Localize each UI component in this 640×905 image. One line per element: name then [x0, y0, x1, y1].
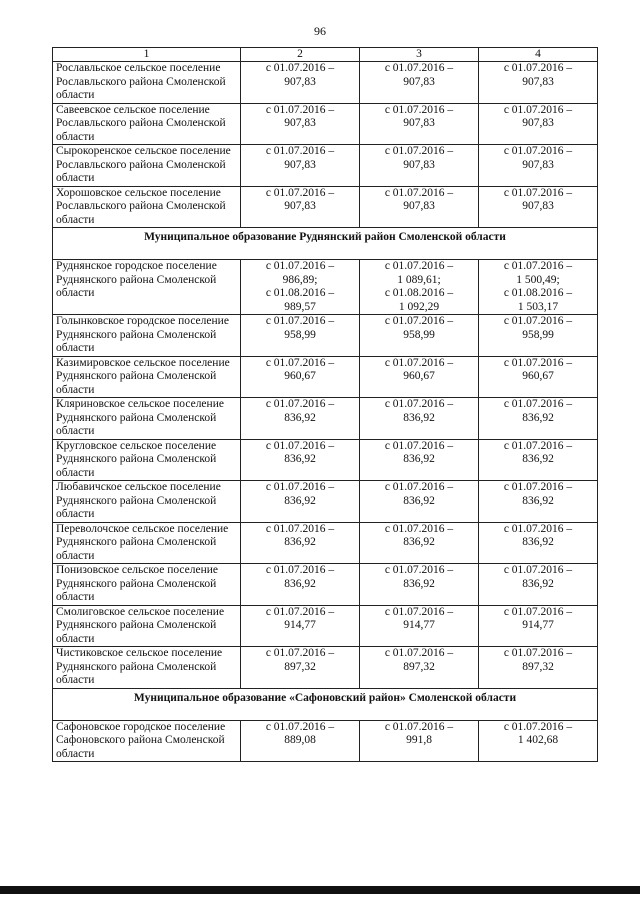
settlement-name: Руднянское городское поселение Руднянского района Смоленской области	[53, 260, 241, 315]
settlement-name: Сырокоренское сельское поселение Рославльского района Смоленской области	[53, 145, 241, 187]
tariff-line: 1 092,29	[398, 300, 440, 313]
settlement-name: Любавичское сельское поселение Руднянского района Смоленской области	[53, 481, 241, 523]
tariff-line: с 01.07.2016 –	[503, 260, 573, 272]
settlement-name: Казимировское сельское поселение Руднянского района Смоленской области	[53, 356, 241, 398]
table-row	[53, 481, 598, 523]
tariff-line: с 01.07.2016 –	[265, 315, 335, 327]
tariff-cell-c4	[479, 103, 598, 145]
settlement-name: Хорошовское сельское поселение Рославльского района Смоленской области	[53, 186, 241, 228]
tariff-cell-c3	[360, 522, 479, 564]
tariff-table	[52, 47, 598, 762]
tariff-cell-c2	[241, 103, 360, 145]
tariff-line: 907,83	[403, 75, 435, 88]
tariff-cell-c2	[241, 647, 360, 689]
tariff-line: с 01.07.2016 –	[503, 720, 573, 733]
tariff-cell-c4	[479, 315, 598, 357]
tariff-line: с 01.07.2016 –	[384, 522, 454, 535]
tariff-line: 836,92	[403, 536, 435, 548]
table-row	[53, 605, 598, 647]
tariff-line: с 01.07.2016 –	[384, 260, 454, 272]
tariff-line: с 01.07.2016 –	[384, 186, 454, 199]
tariff-line: 991,8	[406, 734, 432, 746]
tariff-cell-c3	[360, 605, 479, 647]
tariff-line: с 01.07.2016 –	[265, 260, 335, 272]
settlement-name: Понизовское сельское поселение Руднянского района Смоленской области	[53, 564, 241, 606]
tariff-line: с 01.07.2016 –	[384, 439, 454, 452]
settlement-name: Переволочское сельское поселение Руднянского района Смоленской области	[53, 522, 241, 564]
tariff-cell-c2	[241, 62, 360, 104]
tariff-line: 907,83	[403, 117, 435, 129]
tariff-line: 897,32	[522, 660, 554, 673]
tariff-cell-c3	[360, 62, 479, 104]
tariff-line: 836,92	[403, 411, 435, 424]
tariff-line: 897,32	[403, 660, 435, 673]
table-row	[53, 522, 598, 564]
tariff-line: с 01.08.2016 –	[503, 287, 573, 299]
tariff-cell-c4	[479, 398, 598, 440]
tariff-line: 907,83	[522, 200, 554, 212]
tariff-line: с 01.07.2016 –	[265, 720, 335, 733]
column-number-row	[53, 48, 598, 62]
settlement-name: Рославльское сельское поселение Рославльского района Смоленской области	[53, 62, 241, 104]
table-row	[53, 186, 598, 228]
tariff-line: с 01.07.2016 –	[503, 103, 573, 116]
settlement-name: Чистиковское сельское поселение Руднянского района Смоленской области	[53, 647, 241, 689]
tariff-line: 836,92	[284, 453, 316, 465]
tariff-cell-c4	[479, 720, 598, 762]
tariff-line: 836,92	[403, 494, 435, 507]
tariff-line: 836,92	[522, 494, 554, 507]
tariff-cell-c4	[479, 481, 598, 523]
tariff-line: с 01.07.2016 –	[503, 439, 573, 452]
tariff-line: с 01.07.2016 –	[503, 522, 573, 535]
tariff-line: 958,99	[403, 328, 435, 341]
tariff-line: с 01.07.2016 –	[503, 481, 573, 493]
tariff-line: с 01.07.2016 –	[384, 481, 454, 493]
tariff-line: с 01.07.2016 –	[503, 62, 573, 74]
tariff-line: 836,92	[284, 536, 316, 548]
tariff-line: 836,92	[403, 453, 435, 465]
tariff-cell-c2	[241, 186, 360, 228]
tariff-cell-c3	[360, 260, 479, 315]
tariff-cell-c2	[241, 605, 360, 647]
tariff-cell-c4	[479, 564, 598, 606]
tariff-cell-c2	[241, 145, 360, 187]
tariff-line: 836,92	[284, 577, 316, 590]
tariff-cell-c2	[241, 356, 360, 398]
tariff-line: с 01.07.2016 –	[503, 605, 573, 618]
tariff-line: 907,83	[403, 158, 435, 171]
tariff-line: с 01.07.2016 –	[384, 356, 454, 369]
tariff-line: 907,83	[522, 75, 554, 88]
table-row	[53, 260, 598, 315]
tariff-line: с 01.08.2016 –	[265, 287, 335, 299]
tariff-cell-c2	[241, 260, 360, 315]
tariff-cell-c3	[360, 356, 479, 398]
tariff-cell-c3	[360, 315, 479, 357]
tariff-line: 836,92	[284, 494, 316, 507]
tariff-line: 1 500,49;	[516, 273, 560, 286]
tariff-line: 1 402,68	[517, 734, 559, 746]
settlement-name: Сафоновское городское поселение Сафоновского района Смоленской области	[53, 720, 241, 762]
table-row	[53, 145, 598, 187]
tariff-cell-c3	[360, 103, 479, 145]
tariff-line: с 01.07.2016 –	[503, 398, 573, 410]
tariff-line: 986,89;	[282, 273, 318, 286]
tariff-line: с 01.07.2016 –	[265, 605, 335, 618]
settlement-name: Савеевское сельское поселение Рославльского района Смоленской области	[53, 103, 241, 145]
tariff-line: с 01.07.2016 –	[265, 564, 335, 576]
tariff-cell-c3	[360, 481, 479, 523]
tariff-cell-c4	[479, 356, 598, 398]
tariff-cell-c2	[241, 439, 360, 481]
tariff-line: 914,77	[522, 619, 554, 631]
tariff-cell-c3	[360, 398, 479, 440]
tariff-line: с 01.07.2016 –	[503, 145, 573, 157]
tariff-cell-c4	[479, 522, 598, 564]
tariff-line: с 01.07.2016 –	[265, 356, 335, 369]
tariff-line: с 01.07.2016 –	[384, 647, 454, 659]
tariff-line: с 01.07.2016 –	[384, 145, 454, 157]
column-number: 4	[479, 48, 598, 62]
tariff-cell-c4	[479, 439, 598, 481]
tariff-cell-c3	[360, 647, 479, 689]
tariff-line: с 01.07.2016 –	[265, 439, 335, 452]
settlement-name: Кругловское сельское поселение Руднянского района Смоленской области	[53, 439, 241, 481]
tariff-cell-c2	[241, 522, 360, 564]
tariff-line: 914,77	[403, 619, 435, 631]
tariff-line: 907,83	[284, 117, 316, 129]
table-row	[53, 62, 598, 104]
table-body	[53, 62, 598, 762]
tariff-line: с 01.07.2016 –	[265, 481, 335, 493]
tariff-line: 1 503,17	[517, 300, 559, 313]
tariff-line: с 01.07.2016 –	[265, 62, 335, 74]
tariff-line: 960,67	[522, 370, 554, 382]
tariff-line: с 01.07.2016 –	[265, 145, 335, 157]
tariff-line: 836,92	[522, 536, 554, 548]
tariff-line: 958,99	[522, 328, 554, 341]
tariff-line: с 01.07.2016 –	[265, 398, 335, 410]
tariff-line: с 01.07.2016 –	[265, 647, 335, 659]
tariff-line: 914,77	[284, 619, 316, 631]
tariff-line: 836,92	[403, 577, 435, 590]
tariff-line: с 01.07.2016 –	[503, 186, 573, 199]
tariff-line: 907,83	[522, 158, 554, 171]
column-number: 1	[53, 48, 241, 62]
tariff-cell-c2	[241, 564, 360, 606]
tariff-cell-c2	[241, 481, 360, 523]
table-row	[53, 647, 598, 689]
column-number: 2	[241, 48, 360, 62]
tariff-cell-c4	[479, 62, 598, 104]
tariff-cell-c2	[241, 315, 360, 357]
settlement-name: Смолиговское сельское поселение Руднянского района Смоленской области	[53, 605, 241, 647]
tariff-line: с 01.07.2016 –	[384, 398, 454, 410]
tariff-line: 907,83	[403, 200, 435, 212]
tariff-line: с 01.07.2016 –	[384, 103, 454, 116]
settlement-name: Кляриновское сельское поселение Руднянского района Смоленской области	[53, 398, 241, 440]
page-number: 96	[314, 24, 326, 38]
table-row	[53, 720, 598, 762]
tariff-line: 897,32	[284, 660, 316, 673]
tariff-cell-c2	[241, 720, 360, 762]
tariff-line: с 01.07.2016 –	[265, 186, 335, 199]
tariff-line: с 01.08.2016 –	[384, 287, 454, 299]
tariff-cell-c4	[479, 260, 598, 315]
tariff-line: с 01.07.2016 –	[265, 103, 335, 116]
tariff-cell-c4	[479, 605, 598, 647]
tariff-line: с 01.07.2016 –	[503, 647, 573, 659]
tariff-line: 1 089,61;	[397, 273, 441, 286]
tariff-line: с 01.07.2016 –	[503, 356, 573, 369]
tariff-cell-c4	[479, 186, 598, 228]
section-header-row	[53, 688, 598, 720]
tariff-line: 960,67	[403, 370, 435, 382]
tariff-line: с 01.07.2016 –	[384, 605, 454, 618]
tariff-line: 958,99	[284, 328, 316, 341]
table-row	[53, 103, 598, 145]
table-row	[53, 564, 598, 606]
tariff-cell-c3	[360, 720, 479, 762]
tariff-cell-c3	[360, 145, 479, 187]
tariff-cell-c3	[360, 564, 479, 606]
tariff-line: 960,67	[284, 370, 316, 382]
table-row	[53, 315, 598, 357]
tariff-line: 907,83	[284, 75, 316, 88]
tariff-line: 836,92	[284, 411, 316, 424]
tariff-line: 907,83	[284, 200, 316, 212]
settlement-name: Голынковское городское поселение Руднянского района Смоленской области	[53, 315, 241, 357]
table-row	[53, 398, 598, 440]
tariff-line: 836,92	[522, 453, 554, 465]
table-row	[53, 356, 598, 398]
tariff-line: с 01.07.2016 –	[384, 62, 454, 74]
tariff-line: 907,83	[284, 158, 316, 171]
tariff-cell-c2	[241, 398, 360, 440]
tariff-line: с 01.07.2016 –	[384, 720, 454, 733]
tariff-line: с 01.07.2016 –	[265, 522, 335, 535]
tariff-line: с 01.07.2016 –	[503, 564, 573, 576]
tariff-line: с 01.07.2016 –	[384, 564, 454, 576]
tariff-cell-c3	[360, 186, 479, 228]
tariff-cell-c3	[360, 439, 479, 481]
tariff-line: 836,92	[522, 411, 554, 424]
section-title: Муниципальное образование Руднянский район Смоленской области	[53, 228, 598, 260]
page-bottom-bar	[0, 886, 640, 894]
tariff-line: 836,92	[522, 577, 554, 590]
table-row	[53, 439, 598, 481]
tariff-cell-c4	[479, 647, 598, 689]
tariff-cell-c4	[479, 145, 598, 187]
tariff-line: 907,83	[522, 117, 554, 129]
section-header-row	[53, 228, 598, 260]
section-title: Муниципальное образование «Сафоновский район» Смоленской области	[53, 688, 598, 720]
tariff-line: 989,57	[284, 300, 316, 313]
tariff-line: с 01.07.2016 –	[384, 315, 454, 327]
tariff-line: с 01.07.2016 –	[503, 315, 573, 327]
tariff-line: 889,08	[284, 734, 316, 746]
column-number: 3	[360, 48, 479, 62]
